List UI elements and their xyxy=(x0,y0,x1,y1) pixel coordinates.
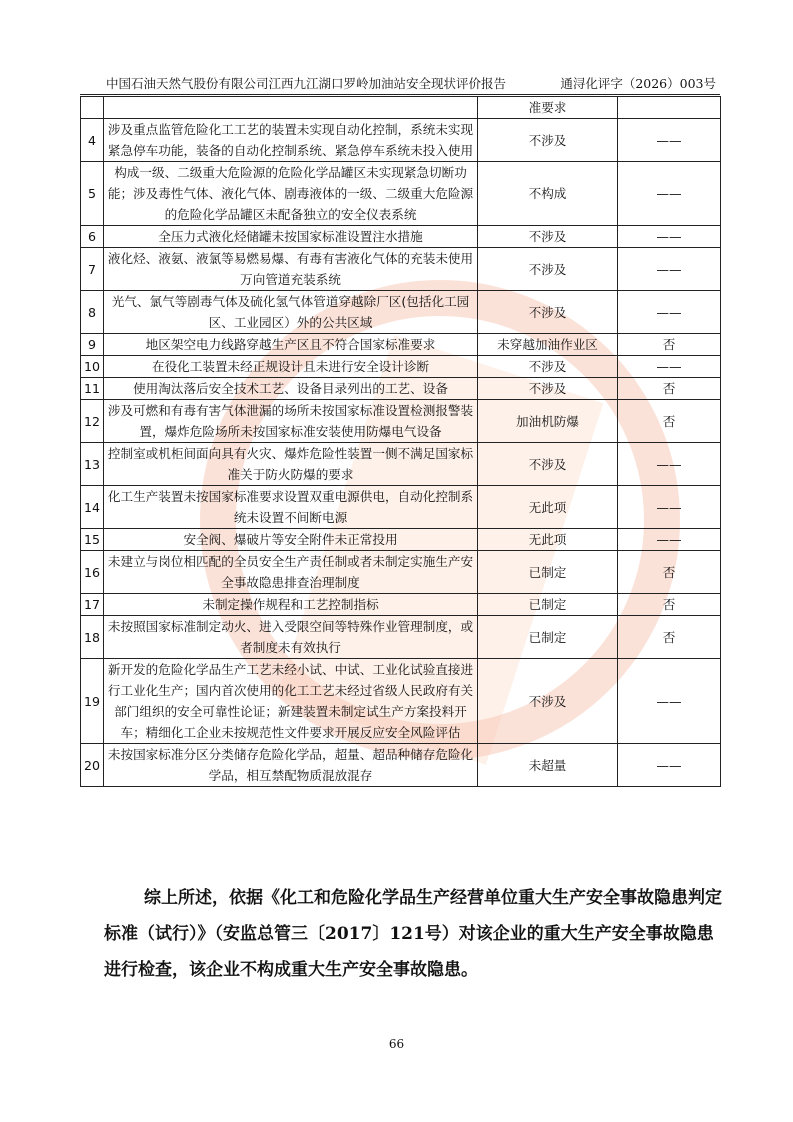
row-number: 11 xyxy=(81,378,104,400)
table-row xyxy=(81,356,721,378)
header-report-number: 通浔化评字（2026）003号 xyxy=(560,76,716,91)
row-result: —— xyxy=(618,248,721,291)
row-result: —— xyxy=(618,162,721,226)
row-status: 不涉及 xyxy=(478,659,618,744)
row-number: 6 xyxy=(81,226,104,248)
row-result: —— xyxy=(618,443,721,486)
table-row xyxy=(81,551,721,594)
table-row xyxy=(81,400,721,443)
row-number: 7 xyxy=(81,248,104,291)
page-number: 66 xyxy=(388,1037,405,1051)
row-item: 构成一级、二级重大危险源的危险化学品罐区未实现紧急切断功能；涉及毒性气体、液化气体、剧毒液体的一级、二级重大危险源的危险化学品罐区未配备独立的安全仪表系统 xyxy=(104,162,478,226)
table-row xyxy=(81,744,721,787)
row-number: 4 xyxy=(81,119,104,162)
table-row xyxy=(81,334,721,356)
row-item: 安全阀、爆破片等安全附件未正常投用 xyxy=(104,529,478,551)
row-item: 未按照国家标准制定动火、进入受限空间等特殊作业管理制度，或者制度未有效执行 xyxy=(104,616,478,659)
row-result: 否 xyxy=(618,616,721,659)
conclusion-text: 综上所述，依据《化工和危险化学品生产经营单位重大生产安全事故隐患判定标准（试行）》（安监总管三〔2017〕121号）对该企业的重大生产安全事故隐患进行检查，该企业不构成重大生产安全事故隐患。 xyxy=(104,888,722,980)
row-result: —— xyxy=(618,356,721,378)
row-status: 已制定 xyxy=(478,551,618,594)
row-status: 不涉及 xyxy=(478,248,618,291)
row-number: 12 xyxy=(81,400,104,443)
row-status: 已制定 xyxy=(478,594,618,616)
row-item: 地区架空电力线路穿越生产区且不符合国家标准要求 xyxy=(104,334,478,356)
table-row xyxy=(81,443,721,486)
header-title: 中国石油天然气股份有限公司江西九江湖口罗岭加油站安全现状评价报告 xyxy=(106,76,507,91)
row-number: 13 xyxy=(81,443,104,486)
row-number: 20 xyxy=(81,744,104,787)
table-row xyxy=(81,659,721,744)
row-status: 不涉及 xyxy=(478,356,618,378)
row-item: 未建立与岗位相匹配的全员安全生产责任制或者未制定实施生产安全事故隐患排查治理制度 xyxy=(104,551,478,594)
row-result: —— xyxy=(618,659,721,744)
row-item: 液化烃、液氨、液氯等易燃易爆、有毒有害液化气体的充装未使用万向管道充装系统 xyxy=(104,248,478,291)
row-item xyxy=(104,97,478,119)
row-item: 未制定操作规程和工艺控制指标 xyxy=(104,594,478,616)
row-status: 无此项 xyxy=(478,486,618,529)
row-result: —— xyxy=(618,226,721,248)
row-status: 加油机防爆 xyxy=(478,400,618,443)
row-item: 全压力式液化烃储罐未按国家标准设置注水措施 xyxy=(104,226,478,248)
table-row xyxy=(81,162,721,226)
row-result xyxy=(618,97,721,119)
row-item: 在役化工装置未经正规设计且未进行安全设计诊断 xyxy=(104,356,478,378)
row-item: 化工生产装置未按国家标准要求设置双重电源供电，自动化控制系统未设置不间断电源 xyxy=(104,486,478,529)
row-number: 8 xyxy=(81,291,104,334)
row-item: 涉及可燃和有毒有害气体泄漏的场所未按国家标准设置检测报警装置，爆炸危险场所未按国家标准安装使用防爆电气设备 xyxy=(104,400,478,443)
hazard-checklist-table xyxy=(80,96,721,787)
row-number: 15 xyxy=(81,529,104,551)
row-number: 5 xyxy=(81,162,104,226)
table-row xyxy=(81,616,721,659)
row-status: 不涉及 xyxy=(478,119,618,162)
table-row xyxy=(81,486,721,529)
table-row xyxy=(81,97,721,119)
row-number: 10 xyxy=(81,356,104,378)
row-item: 使用淘汰落后安全技术工艺、设备目录列出的工艺、设备 xyxy=(104,378,478,400)
table-row xyxy=(81,594,721,616)
row-result: 否 xyxy=(618,378,721,400)
row-result: —— xyxy=(618,529,721,551)
row-result: —— xyxy=(618,486,721,529)
row-result: —— xyxy=(618,744,721,787)
table-row xyxy=(81,291,721,334)
row-result: 否 xyxy=(618,594,721,616)
row-item: 未按国家标准分区分类储存危险化学品，超量、超品种储存危险化学品，相互禁配物质混放混存 xyxy=(104,744,478,787)
row-item: 涉及重点监管危险化工工艺的装置未实现自动化控制，系统未实现紧急停车功能，装备的自动化控制系统、紧急停车系统未投入使用 xyxy=(104,119,478,162)
table-row xyxy=(81,119,721,162)
row-result: 否 xyxy=(618,551,721,594)
row-result: —— xyxy=(618,119,721,162)
row-number: 14 xyxy=(81,486,104,529)
row-result: 否 xyxy=(618,400,721,443)
row-status: 不涉及 xyxy=(478,443,618,486)
row-status: 无此项 xyxy=(478,529,618,551)
row-item: 光气、氯气等剧毒气体及硫化氢气体管道穿越除厂区(包括化工园区、工业园区）外的公共区域 xyxy=(104,291,478,334)
row-status: 不构成 xyxy=(478,162,618,226)
conclusion-paragraph xyxy=(104,880,724,988)
row-number: 17 xyxy=(81,594,104,616)
row-number: 16 xyxy=(81,551,104,594)
row-number: 19 xyxy=(81,659,104,744)
page-header xyxy=(80,72,720,95)
row-number xyxy=(81,97,104,119)
table-row xyxy=(81,248,721,291)
table-row xyxy=(81,529,721,551)
row-status: 不涉及 xyxy=(478,378,618,400)
row-number: 18 xyxy=(81,616,104,659)
row-result: 否 xyxy=(618,334,721,356)
row-status: 未超量 xyxy=(478,744,618,787)
row-status: 已制定 xyxy=(478,616,618,659)
row-status: 不涉及 xyxy=(478,291,618,334)
row-number: 9 xyxy=(81,334,104,356)
row-item: 新开发的危险化学品生产工艺未经小试、中试、工业化试验直接进行工业化生产；国内首次使用的化工工艺未经过省级人民政府有关部门组织的安全可靠性论证；新建装置未制定试生产方案投料开车；精细化工企业未按规范性文件要求开展反应安全风险评估 xyxy=(104,659,478,744)
row-result: —— xyxy=(618,291,721,334)
row-status: 不涉及 xyxy=(478,226,618,248)
row-status: 未穿越加油作业区 xyxy=(478,334,618,356)
table-row xyxy=(81,378,721,400)
table-row xyxy=(81,226,721,248)
row-status: 准要求 xyxy=(478,97,618,119)
row-item: 控制室或机柜间面向具有火灾、爆炸危险性装置一侧不满足国家标准关于防火防爆的要求 xyxy=(104,443,478,486)
